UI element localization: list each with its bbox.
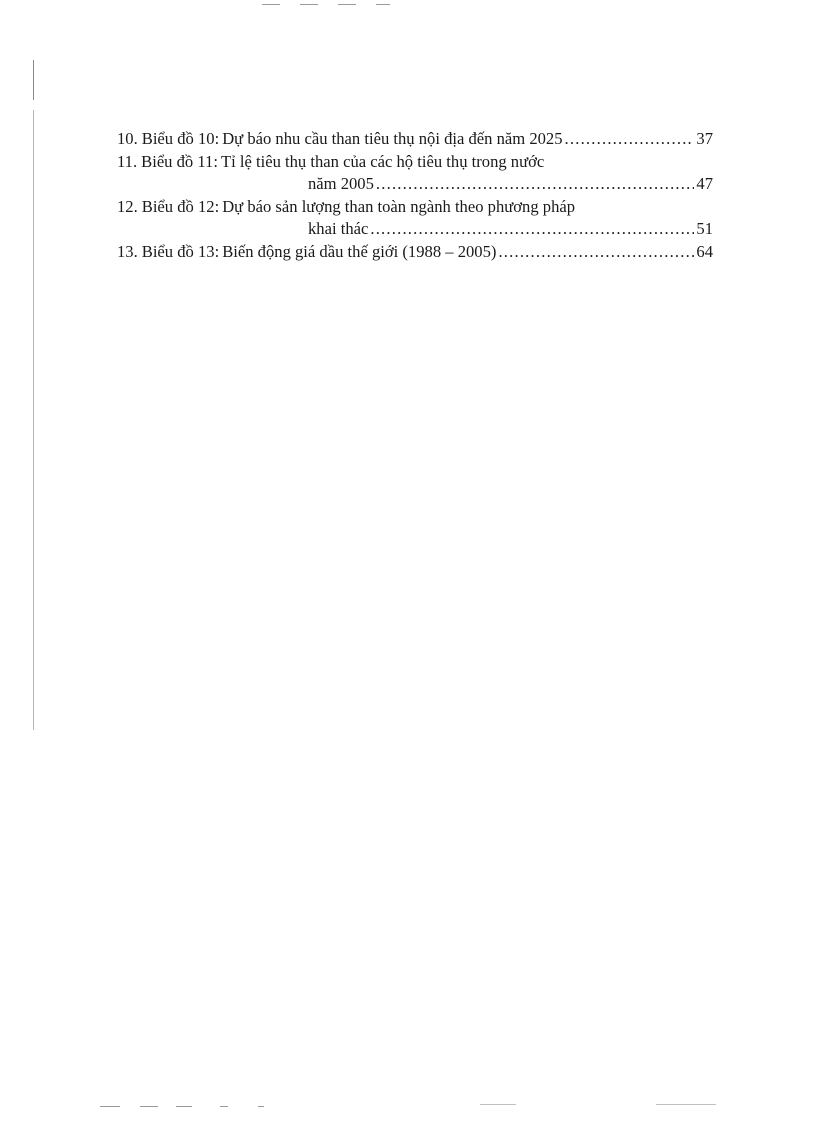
entry-number: 13. <box>117 241 138 261</box>
scan-artifact <box>656 1104 716 1105</box>
entry-title: Tỉ lệ tiêu thụ than của các hộ tiêu thụ trong nước <box>220 151 545 171</box>
scan-artifact <box>258 1106 264 1107</box>
entry-number: 10. <box>117 129 138 148</box>
entry-page-number: 51 <box>696 219 713 238</box>
entry-label: Biểu đồ 13: <box>141 241 220 261</box>
toc-entry-continuation[interactable] <box>117 173 713 196</box>
scan-artifact <box>480 1104 516 1105</box>
dot-leader <box>498 241 694 264</box>
toc-entry[interactable] <box>117 196 713 219</box>
scan-artifact <box>262 4 280 5</box>
entry-number: 12. <box>117 196 138 216</box>
table-of-figures <box>117 128 713 263</box>
dot-leader <box>376 173 695 196</box>
scan-artifact <box>33 110 34 730</box>
entry-number: 11. <box>117 151 138 171</box>
entry-title-continued: năm 2005 <box>308 174 374 193</box>
dot-leader <box>565 128 695 151</box>
scan-artifact <box>220 1106 228 1107</box>
entry-title: Dự báo nhu cầu than tiêu thụ nội địa đến năm 2025 <box>222 129 563 148</box>
entry-label: Biểu đồ 11: <box>141 151 218 171</box>
entry-page-number: 37 <box>696 129 713 148</box>
entry-label: Biểu đồ 10: <box>141 129 220 148</box>
entry-title-continued: khai thác <box>308 219 369 238</box>
scan-artifact <box>176 1106 192 1107</box>
toc-entry-continuation[interactable] <box>117 218 713 241</box>
dot-leader <box>370 218 694 241</box>
toc-entry[interactable] <box>117 128 713 151</box>
scan-artifact <box>300 4 318 5</box>
entry-page-number: 64 <box>696 241 713 261</box>
scan-artifact <box>33 60 34 100</box>
toc-entry[interactable] <box>117 151 713 174</box>
scan-artifact <box>338 4 356 5</box>
scan-artifact <box>376 4 390 5</box>
toc-entry[interactable] <box>117 241 713 264</box>
scan-artifact <box>140 1106 158 1107</box>
entry-title: Biến động giá dầu thế giới (1988 – 2005) <box>222 241 497 261</box>
entry-title: Dự báo sản lượng than toàn ngành theo phương pháp <box>222 196 576 216</box>
entry-label: Biểu đồ 12: <box>141 196 220 216</box>
scan-artifact <box>100 1106 120 1107</box>
entry-page-number: 47 <box>696 174 713 193</box>
